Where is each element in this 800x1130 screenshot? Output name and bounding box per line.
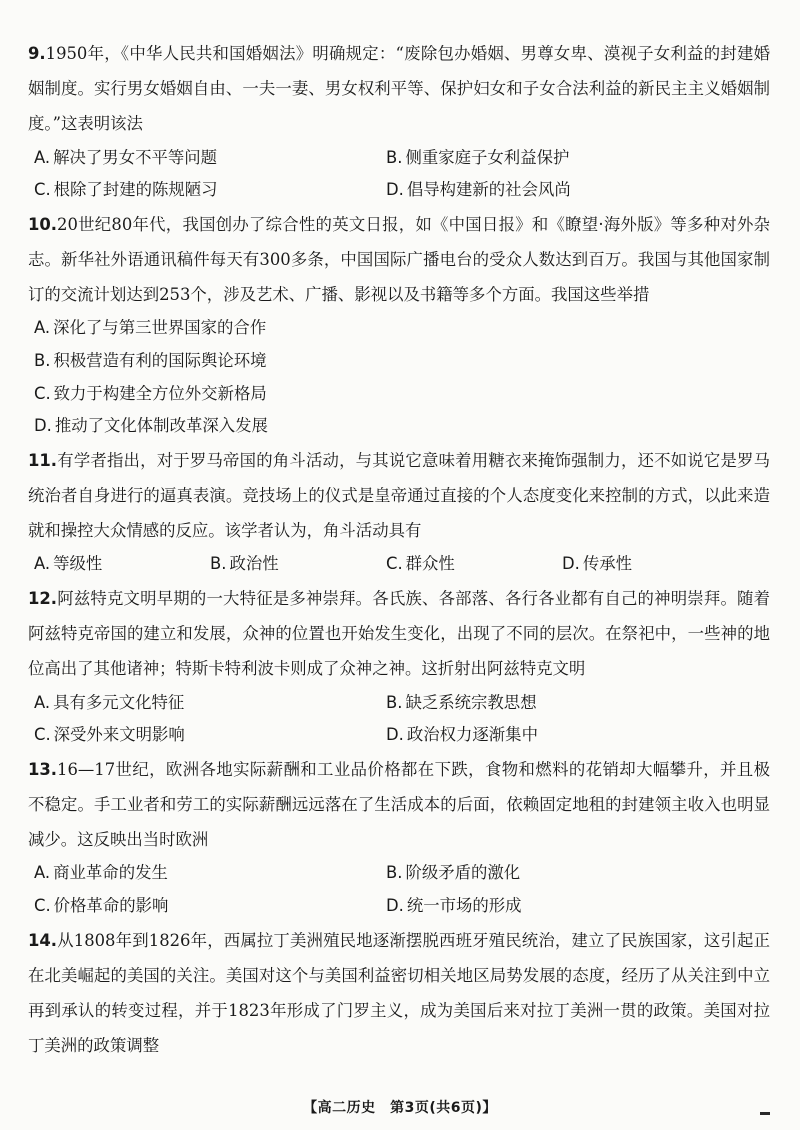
options [28,687,770,752]
options [28,312,770,442]
question-text: 20世纪80年代，我国创办了综合性的英文日报，如《中国日报》和《瞭望·海外版》等多种对外杂志。新华社外语通讯稿件每天有300多条，中国国际广播电台的受众人数达到百万。我国与其他国家制订的交流计划达到253个，涉及艺术、广播、影视以及书籍等多个方面。我国这些举措 [28,214,770,305]
question-text: 1950年，《中华人民共和国婚姻法》明确规定：“废除包办婚姻、男尊女卑、漠视子女利益的封建婚姻制度。实行男女婚姻自由、一夫一妻、男女权利平等、保护妇女和子女合法利益的新民主主义婚姻制度。”这表明该法 [28,44,770,134]
question-14 [28,923,770,1064]
question-13 [28,752,770,923]
option-a[interactable]: A. 具有多元文化特征 [34,692,185,712]
option-c[interactable]: C. 致力于构建全方位外交新格局 [34,383,267,403]
question-stem [28,752,770,858]
scan-mark [760,1112,770,1115]
question-text: 16—17世纪，欧洲各地实际薪酬和工业品价格都在下跌，食物和燃料的花销却大幅攀升，并且极不稳定。手工业者和劳工的实际薪酬远远落在了生活成本的后面，依赖固定地租的封建领主收入也明显减少。这反映出当时欧洲 [28,759,770,850]
question-stem [28,443,770,549]
question-number: 14. [28,930,58,950]
question-number: 9. [28,44,46,63]
option-d[interactable]: D. 政治权力逐渐集中 [386,725,538,745]
question-stem [28,36,770,142]
question-12 [28,581,770,752]
option-a[interactable]: A. 深化了与第三世界国家的合作 [34,318,267,338]
option-c[interactable]: C. 根除了封建的陈规陋习 [34,180,218,200]
option-a[interactable]: A. 解决了男女不平等问题 [34,147,218,167]
option-b[interactable]: B. 侧重家庭子女利益保护 [386,147,570,167]
question-9 [28,36,770,207]
question-stem [28,207,770,313]
question-text: 从1808年到1826年，西属拉丁美洲殖民地逐渐摆脱西班牙殖民统治，建立了民族国家，这引起正在北美崛起的美国的关注。美国对这个与美国利益密切相关地区局势发展的态度，经历了从关注到中立再到承认的转变过程，并于1823年形成了门罗主义，成为美国后来对拉丁美洲一贯的政策。美国对拉丁美洲的政策调整 [28,930,770,1056]
question-number: 12. [28,588,58,608]
option-b[interactable]: B. 阶级矛盾的激化 [386,863,521,883]
option-a[interactable]: A. 等级性 [34,554,103,574]
option-b[interactable]: B. 政治性 [210,554,279,574]
option-b[interactable]: B. 缺乏系统宗教思想 [386,692,537,712]
question-number: 11. [28,450,58,470]
question-stem [28,581,770,687]
question-stem [28,923,770,1064]
option-c[interactable]: C. 深受外来文明影响 [34,725,185,745]
options [28,857,770,922]
option-b[interactable]: B. 积极营造有利的国际舆论环境 [34,351,267,370]
option-d[interactable]: D. 传承性 [562,554,633,574]
question-text: 有学者指出，对于罗马帝国的角斗活动，与其说它意味着用糖衣来掩饰强制力，还不如说它是罗马统治者自身进行的逼真表演。竞技场上的仪式是皇帝通过直接的个人态度变化来控制的方式，以此来造就和操控大众情感的反应。该学者认为，角斗活动具有 [28,450,770,541]
options [28,142,770,207]
question-number: 13. [28,759,58,779]
page-footer: 【高二历史 第3页(共6页)】 [303,1100,497,1116]
option-c[interactable]: C. 群众性 [386,554,455,574]
question-10 [28,207,770,443]
question-number: 10. [28,214,58,234]
options [28,548,770,581]
question-11 [28,443,770,581]
option-a[interactable]: A. 商业革命的发生 [34,863,168,883]
option-d[interactable]: D. 推动了文化体制改革深入发展 [34,416,268,436]
question-text: 阿兹特克文明早期的一大特征是多神崇拜。各氏族、各部落、各行各业都有自己的神明崇拜。随着阿兹特克帝国的建立和发展，众神的位置也开始发生变化，出现了不同的层次。在祭祀中，一些神的地位高出了其他诸神；特斯卡特利波卡则成了众神之神。这折射出阿兹特克文明 [28,588,770,679]
option-d[interactable]: D. 统一市场的形成 [386,895,522,915]
option-d[interactable]: D. 倡导构建新的社会风尚 [386,180,571,200]
option-c[interactable]: C. 价格革命的影响 [34,895,169,915]
